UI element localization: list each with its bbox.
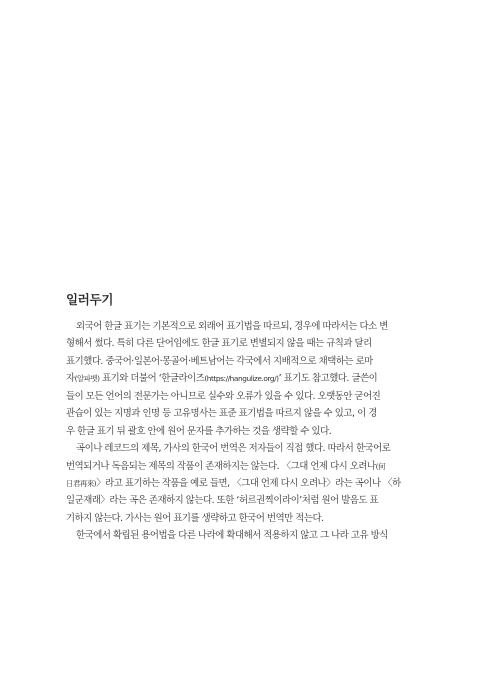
text-line	[66, 423, 434, 440]
text-run: 표기와 더불어 ‘한글라이즈	[99, 373, 205, 385]
text-run: ’ 표기도 참고했다. 글쓴이	[278, 373, 378, 385]
text-run: 외국어 한글 표기는 기본적으로 외래어 표기법을 따르되, 경우에 따라서는 다소 변	[76, 321, 388, 332]
text-run: 표기했다. 중국어·일본어·몽골어·베트남어는 각국에서 지배적으로 채택하는 로마	[66, 355, 373, 367]
text-run-small: (알파벳)	[74, 374, 100, 384]
text-run-small: 日君再來)	[66, 478, 97, 488]
body-text	[66, 318, 434, 545]
text-run: 형해서 썼다. 특히 다른 단어임에도 한글 표기로 변별되지 않을 때는 규칙과 달리	[66, 338, 372, 350]
text-run-small: (何	[375, 461, 386, 471]
text-run: 우 한글 표기 뒤 괄호 안에 원어 문자를 추가하는 것을 생략할 수 있다.	[66, 425, 332, 437]
text-line	[66, 370, 434, 387]
text-run: 들이 모든 언어의 전문가는 아니므로 실수와 오류가 있을 수 있다. 오랫동안 굳어진	[66, 390, 381, 402]
text-run: 자	[66, 373, 75, 385]
text-run: 한국에서 확립된 용어법을 다른 나라에 확대해서 적용하지 않고 그 나라 고유 방식	[76, 530, 388, 542]
text-line	[66, 510, 434, 527]
text-run: 곡이나 레코드의 제목, 가사의 한국어 번역은 저자들이 직접 했다. 따라서 한국어로	[76, 443, 391, 455]
text-run-small: (https://hangulize.org/)	[204, 374, 279, 384]
text-run: 기하지 않는다. 가사는 원어 표기를 생략하고 한국어 번역만 적는다.	[66, 512, 324, 524]
text-run: 일군재래〉라는 곡은 존재하지 않는다. 또한 ‘허르권찍이라이’처럼 원어 발음도 표	[66, 495, 379, 507]
text-line	[66, 475, 434, 492]
text-line	[66, 492, 434, 509]
text-line	[66, 388, 434, 405]
text-line	[66, 353, 434, 370]
text-run: 관습이 있는 지명과 인명 등 고유명사는 표준 표기법을 따르지 않을 수 있고, 이 경	[66, 408, 377, 420]
text-line	[66, 405, 434, 422]
text-line	[66, 318, 434, 335]
text-run: 번역되거나 독음되는 제목의 작품이 존재하지는 않는다. 〈그대 언제 다시 오려나	[66, 460, 376, 472]
text-line	[66, 440, 434, 457]
section-heading: 일러두기	[66, 292, 114, 307]
text-line	[66, 335, 434, 352]
text-line	[66, 458, 434, 475]
text-run: 〉라고 표기하는 작품을 예로 들면, 〈그대 언제 다시 오려나〉라는 곡이나 〈하	[96, 477, 401, 489]
text-line	[66, 527, 434, 544]
